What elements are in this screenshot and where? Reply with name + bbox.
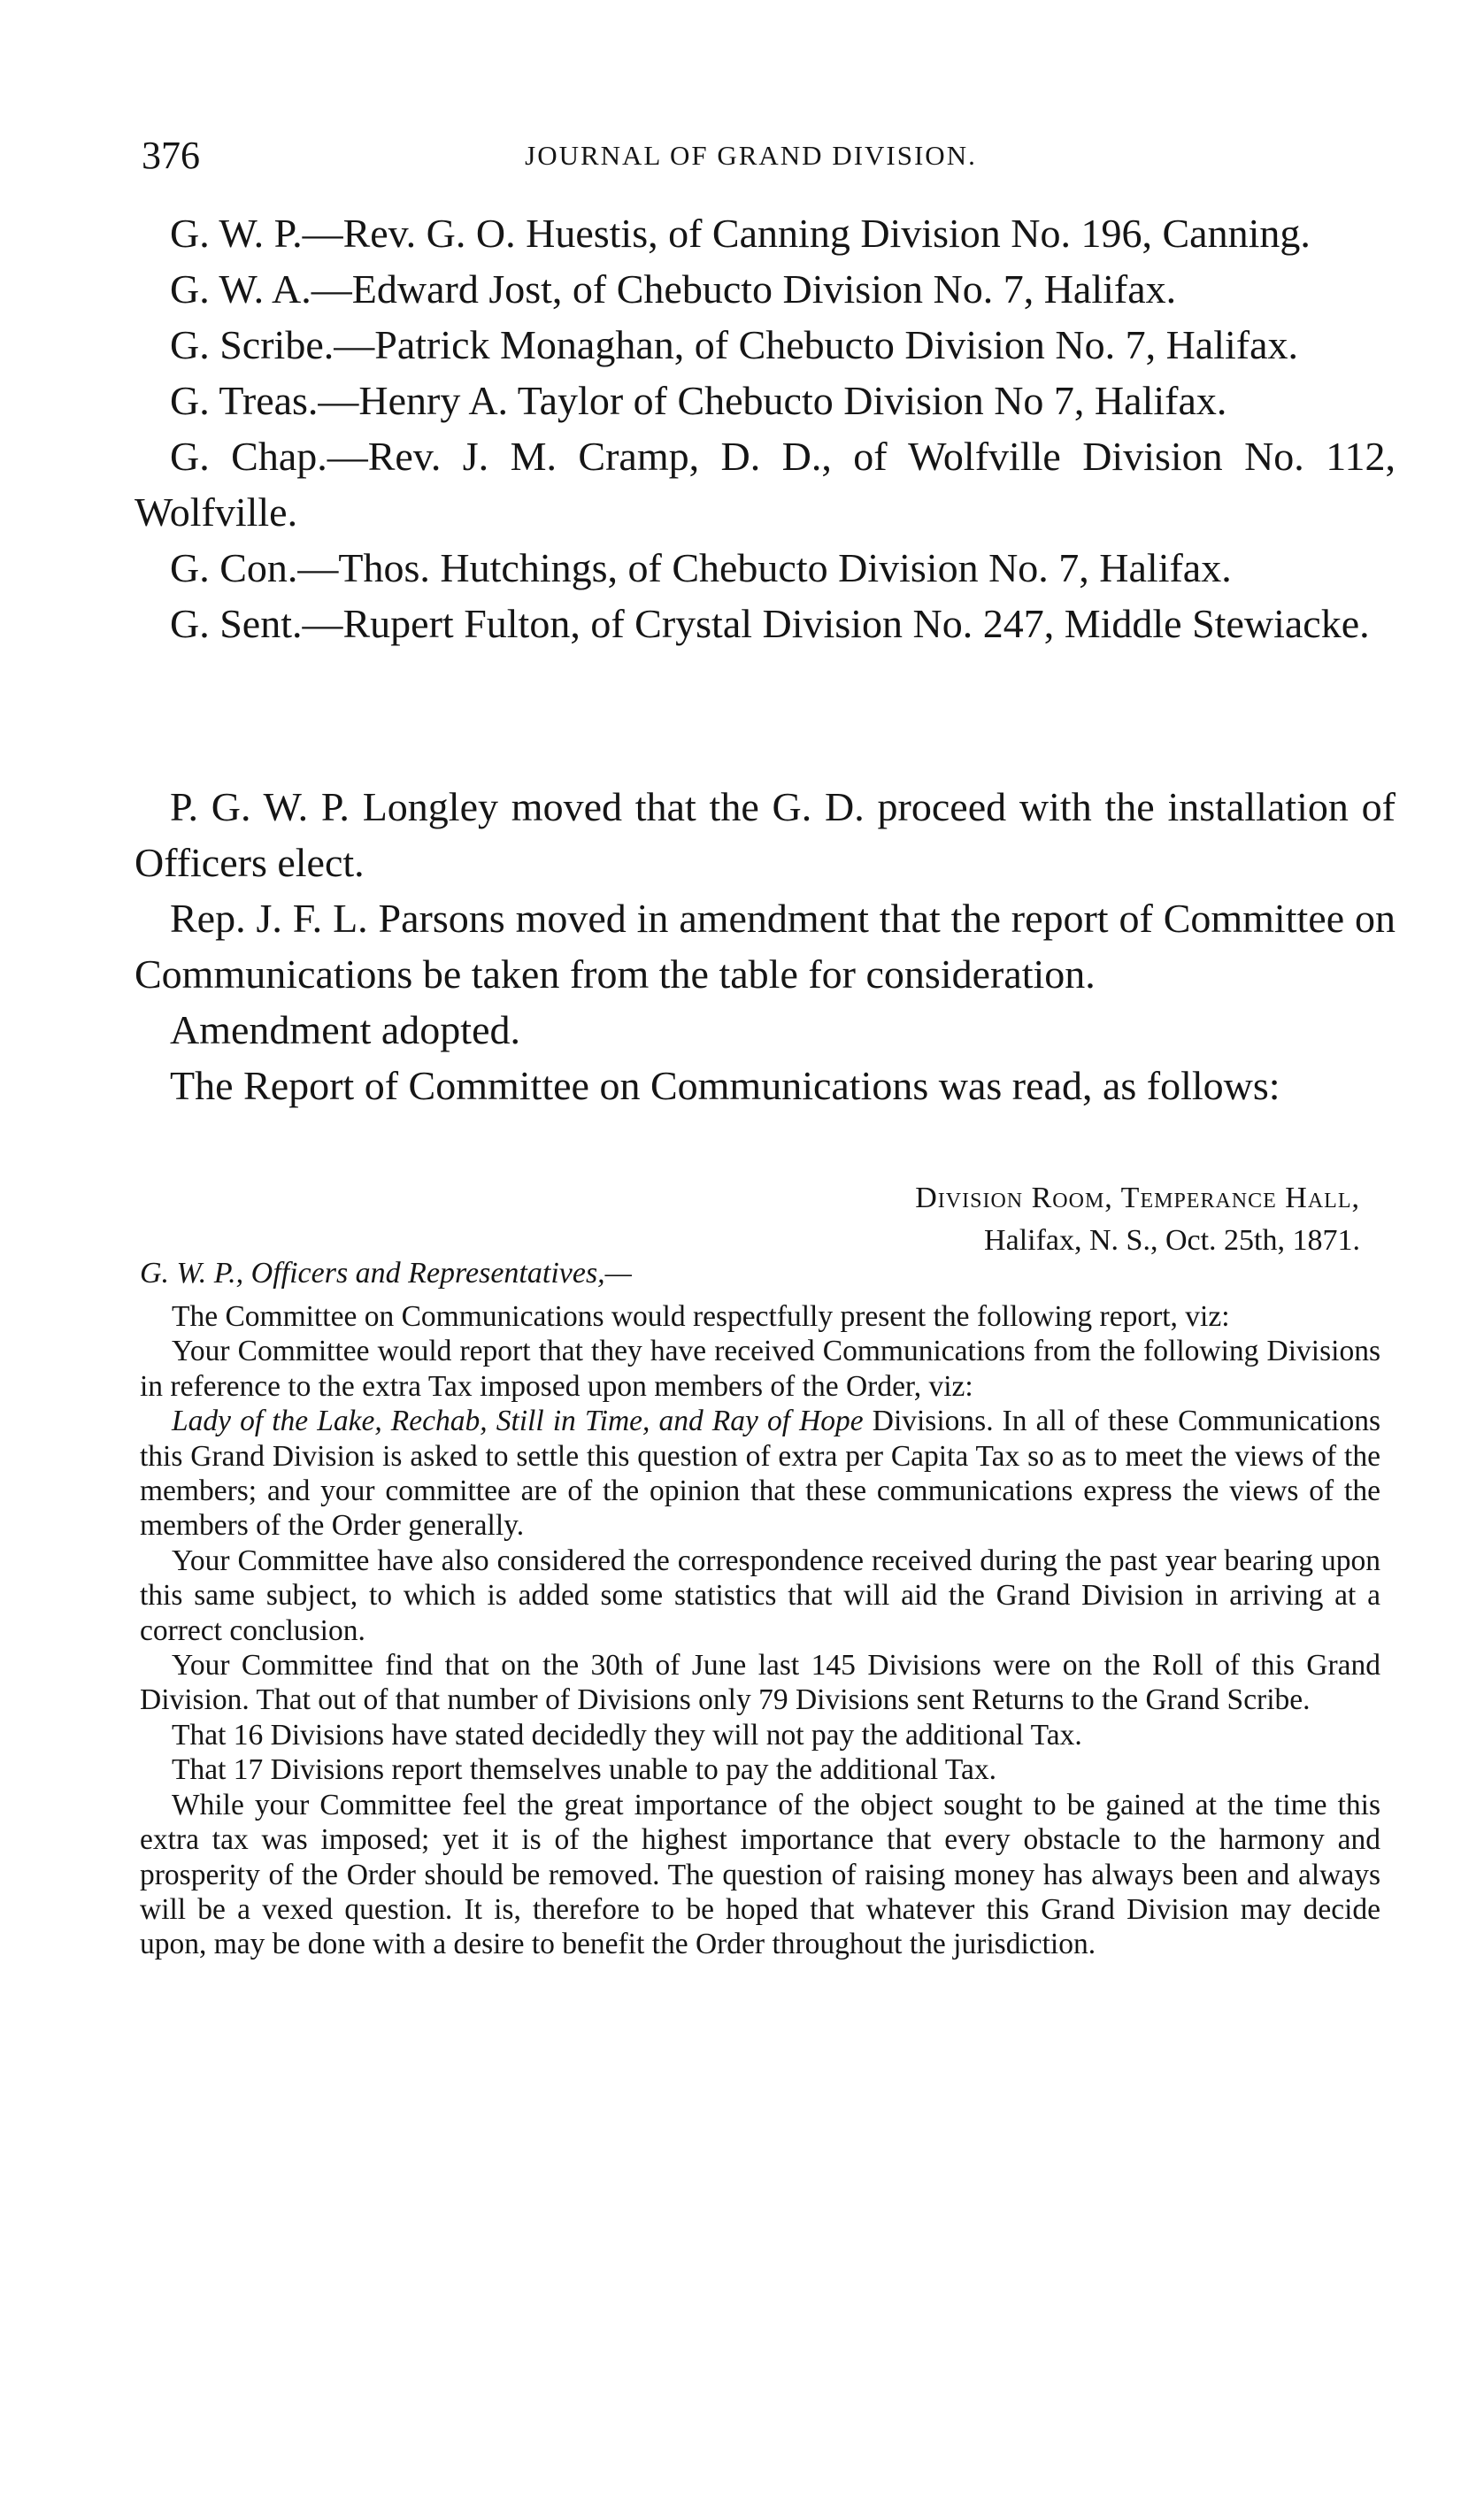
- minutes-motions: [135, 779, 1396, 1113]
- officers-list: [135, 205, 1396, 651]
- report-paragraph-text: Divisions. In all of these Communications this Grand Division is asked to settle this question of extra per Capita Tax so as to meet the views of the members; and your committee are of the opinion that these communications express the views of the members of the Order generally.: [140, 1405, 1380, 1543]
- report-paragraph: Your Committee would report that they have received Communications from the following Divisions in reference to the extra Tax imposed upon members of the Order, viz:: [140, 1335, 1380, 1403]
- motion-paragraph: The Report of Committee on Communications was read, as follows:: [170, 1063, 1280, 1108]
- running-title: JOURNAL OF GRAND DIVISION.: [525, 140, 977, 171]
- report-salutation: G. W. P., Officers and Representatives,—: [140, 1257, 632, 1290]
- report-paragraph: That 16 Divisions have stated decidedly they will not pay the additional Tax.: [172, 1718, 1082, 1752]
- officer-entry: G. W. A.—Edward Jost, of Chebucto Division No. 7, Halifax.: [170, 266, 1177, 312]
- officer-entry: G. W. P.—Rev. G. O. Huestis, of Canning Division No. 196, Canning.: [170, 211, 1311, 256]
- officer-entry: G. Scribe.—Patrick Monaghan, of Chebucto Division No. 7, Halifax.: [170, 322, 1298, 367]
- officer-entry: G. Treas.—Henry A. Taylor of Chebucto Division No 7, Halifax.: [170, 378, 1227, 423]
- motion-paragraph: Rep. J. F. L. Parsons moved in amendment that the report of Committee on Communications be taken from the table for consideration.: [135, 896, 1396, 997]
- officer-entry: G. Sent.—Rupert Fulton, of Crystal Division No. 247, Middle Stewiacke.: [170, 601, 1370, 646]
- dateline-date: Halifax, N. S., Oct. 25th, 1871.: [984, 1224, 1360, 1257]
- dateline-place: Division Room, Temperance Hall,: [915, 1182, 1360, 1214]
- report-paragraph: While your Committee feel the great importance of the object sought to be gained at the time this extra tax was imposed; yet it is of the highest importance that every obstacle to the harmony and prosperity of the Order should be removed. The question of raising money has always been and always will be a vexed question. It is, therefore to be hoped that whatever this Grand Division may decide upon, may be done with a desire to benefit the Order throughout the jurisdiction.: [140, 1788, 1380, 1961]
- motion-paragraph: P. G. W. P. Longley moved that the G. D. proceed with the installation of Officers elect.: [135, 784, 1396, 885]
- officer-entry: G. Chap.—Rev. J. M. Cramp, D. D., of Wolfville Division No. 112, Wolfville.: [135, 434, 1396, 535]
- officer-entry: G. Con.—Thos. Hutchings, of Chebucto Division No. 7, Halifax.: [170, 545, 1232, 590]
- motion-paragraph: Amendment adopted.: [170, 1007, 521, 1052]
- report-paragraph: [140, 1404, 1380, 1544]
- report-paragraph: The Committee on Communications would respectfully present the following report, viz:: [172, 1300, 1230, 1333]
- running-head: [133, 133, 1369, 186]
- report-paragraph: Your Committee find that on the 30th of June last 145 Divisions were on the Roll of this Grand Division. That out of that number of Divisions only 79 Divisions sent Returns to the Grand Scribe.: [140, 1649, 1380, 1717]
- report-paragraph: That 17 Divisions report themselves unable to pay the additional Tax.: [172, 1753, 997, 1787]
- page-number: 376: [142, 134, 200, 177]
- committee-report-body: [140, 1299, 1380, 1962]
- report-paragraph: Your Committee have also considered the correspondence received during the past year bearing upon this same subject, to which is added some statistics that will aid the Grand Division in arriving at a correct conclusion.: [140, 1544, 1380, 1647]
- division-names: Lady of the Lake, Rechab, Still in Time, and Ray of Hope: [172, 1405, 864, 1438]
- report-dateline: [652, 1177, 1360, 1262]
